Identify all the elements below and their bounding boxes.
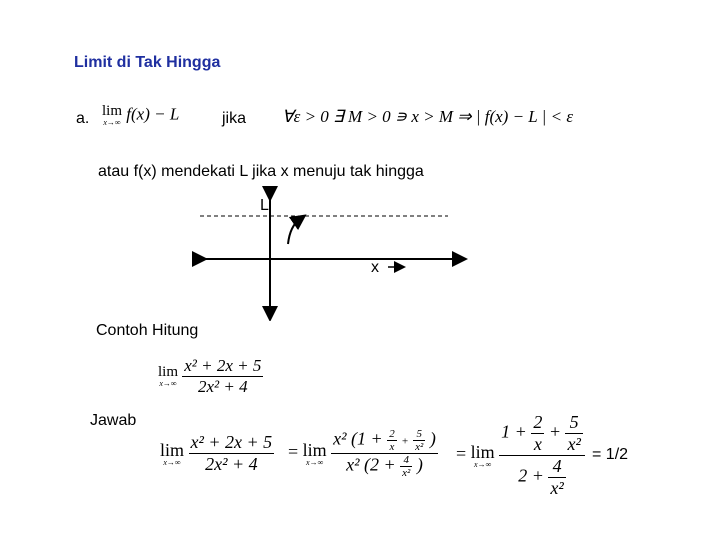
explanation-text: atau f(x) mendekati L jika x menuju tak hingga	[98, 163, 424, 180]
numerator: x² + 2x + 5	[190, 432, 273, 452]
numerator: x² (1 + $\frac{2}{x}$ + $\frac{5}{\text{x²}}$ )	[333, 428, 436, 453]
numerator: 1 + $\frac{2}{x}$ + $\frac{5}{\text{x²}}$	[501, 412, 581, 454]
denominator: 2 + $\frac{4}{\text{x²}}$	[499, 455, 585, 499]
step3-fraction	[499, 412, 585, 499]
jika-text: jika	[222, 110, 247, 127]
answer-heading: Jawab	[90, 412, 137, 429]
step1-fraction	[189, 432, 275, 475]
lim-operator: lim x→∞	[158, 364, 179, 388]
item-label: a.	[76, 110, 90, 127]
lim-operator: lim x→∞	[302, 439, 327, 467]
lim-operator: lim x→∞	[102, 103, 123, 127]
step2-fraction	[331, 428, 438, 479]
x-label: x	[371, 259, 379, 276]
definition-lhs: f(x) − L	[126, 104, 180, 124]
page-title: Limit di Tak Hingga	[74, 54, 221, 71]
denominator: 2x² + 4	[182, 376, 263, 397]
answer-step-1	[160, 432, 274, 475]
numerator: x² + 2x + 5	[184, 356, 262, 375]
definition-condition: ∀ε > 0 ∃ M > 0 ∍ x > M ⇒ | f(x) − L | < ε	[282, 107, 574, 126]
example-fraction	[182, 356, 263, 397]
function-curve	[288, 219, 300, 244]
denominator: 2x² + 4	[189, 453, 275, 475]
denominator: x² (2 + $\frac{4}{\text{x²}}$ )	[331, 453, 438, 479]
limit-graph	[190, 186, 470, 321]
lim-operator: lim x→∞	[470, 441, 495, 469]
definition-limit	[102, 104, 179, 127]
answer-step-2	[288, 428, 438, 479]
final-result: = 1/2	[592, 446, 629, 463]
equals-sign: =	[288, 441, 299, 462]
equals-sign: =	[456, 443, 467, 464]
l-label: L	[260, 197, 269, 214]
lim-operator: lim x→∞	[160, 439, 185, 467]
example-heading: Contoh Hitung	[96, 322, 199, 339]
example-expression	[158, 356, 263, 397]
answer-step-3	[456, 412, 585, 499]
